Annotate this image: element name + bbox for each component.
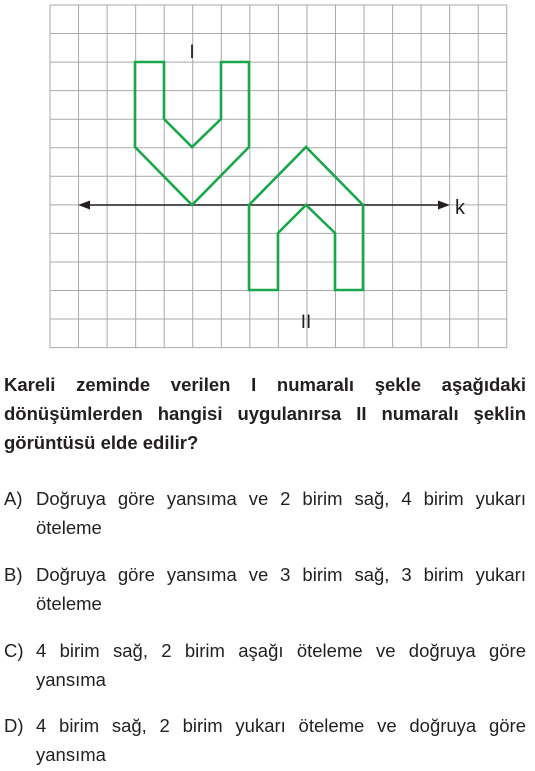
option-d[interactable] bbox=[4, 711, 526, 769]
option-text: 4 birim sağ, 2 birim yukarı öteleme ve doğruya göre yansıma bbox=[36, 715, 526, 765]
option-b[interactable] bbox=[4, 560, 526, 618]
line-k bbox=[78, 201, 450, 210]
option-letter: A) bbox=[4, 488, 23, 509]
shape-2-label: II bbox=[300, 312, 312, 333]
option-letter: C) bbox=[4, 640, 24, 661]
option-text: Doğruya göre yansıma ve 3 birim sağ, 3 birim yukarı öteleme bbox=[36, 564, 526, 614]
arrowhead-right-icon bbox=[438, 201, 450, 210]
option-c[interactable] bbox=[4, 636, 526, 694]
question-text: Kareli zeminde verilen I numaralı şekle aşağıdaki dönüşümlerden hangisi uygulanırsa II numaralı şeklin görüntüsü elde edilir? bbox=[4, 374, 526, 453]
line-k-label: k bbox=[455, 197, 465, 219]
option-text: Doğruya göre yansıma ve 2 birim sağ, 4 birim yukarı öteleme bbox=[36, 488, 526, 538]
shape-2 bbox=[249, 147, 363, 290]
option-a[interactable] bbox=[4, 484, 526, 542]
grid-figure bbox=[0, 0, 535, 360]
option-letter: D) bbox=[4, 715, 24, 736]
arrowhead-left-icon bbox=[78, 201, 90, 210]
option-text: 4 birim sağ, 2 birim aşağı öteleme ve doğruya göre yansıma bbox=[36, 640, 526, 690]
shape-1-label: I bbox=[189, 42, 195, 63]
option-letter: B) bbox=[4, 564, 23, 585]
shape-1 bbox=[135, 62, 249, 205]
